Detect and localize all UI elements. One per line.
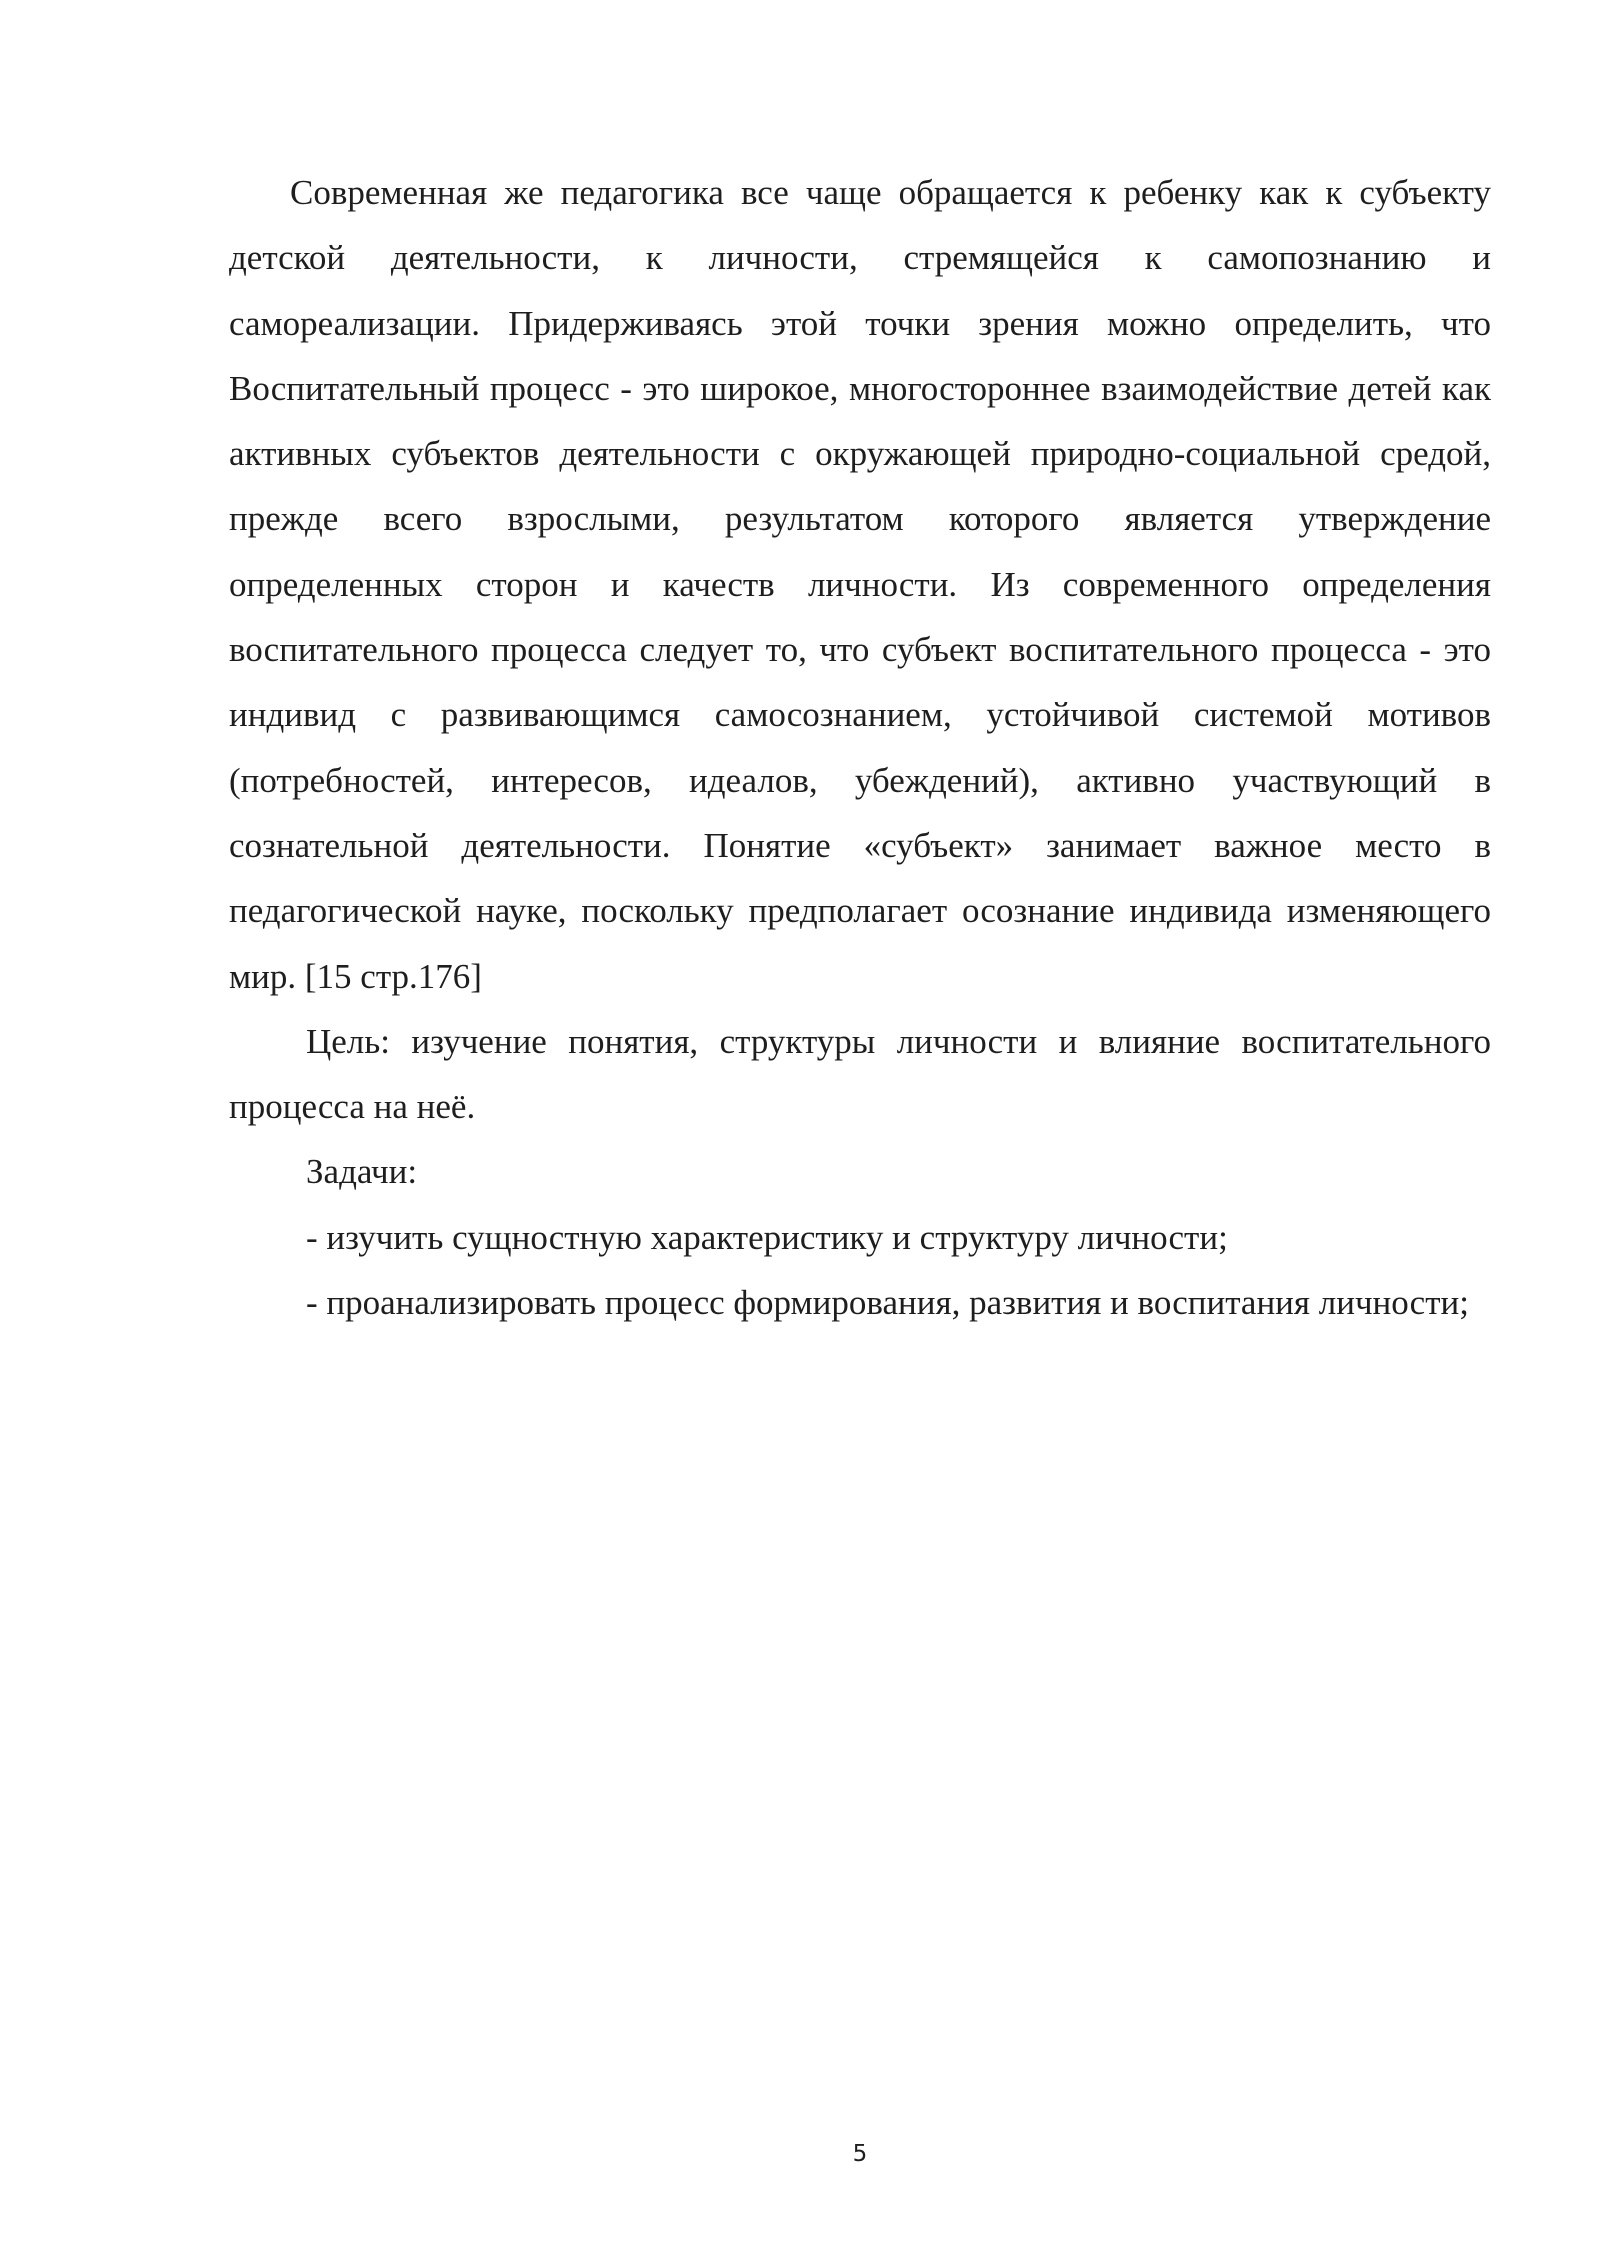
body-text: [229, 160, 1491, 1335]
paragraph-task-1: - изучить сущностную характеристику и структуру личности;: [306, 1217, 1228, 1257]
paragraph-tasks-heading: Задачи:: [306, 1152, 418, 1192]
paragraph-task-2: - проанализировать процесс формирования, развития и воспитания личности;: [306, 1283, 1469, 1323]
paragraph-goal: Цель: изучение понятия, структуры личности и влияние воспитательного процесса на неё.: [229, 1021, 1491, 1127]
page-number: 5: [852, 2141, 868, 2167]
paragraph-intro: Современная же педагогика все чаще обращается к ребенку как к субъекту детской деятельности, к личности, стремящейся к самопознанию и самореализации. Придерживаясь этой точки зрения можно определить, что Воспитательный процесс - это широкое, многостороннее взаимодействие детей как активных субъектов деятельности с окружающей природно-социальной средой, прежде всего взрослыми, результатом которого является утверждение определенных сторон и качеств личности. Из современного определения воспитательного процесса следует то, что субъект воспитательного процесса - это индивид с развивающимся самосознанием, устойчивой системой мотивов (потребностей, интересов, идеалов, убеждений), активно участвующий в сознательной деятельности. Понятие «субъект» занимает важное место в педагогической науке, поскольку предполагает осознание индивида изменяющего мир. [15 стр.176]: [229, 173, 1491, 996]
